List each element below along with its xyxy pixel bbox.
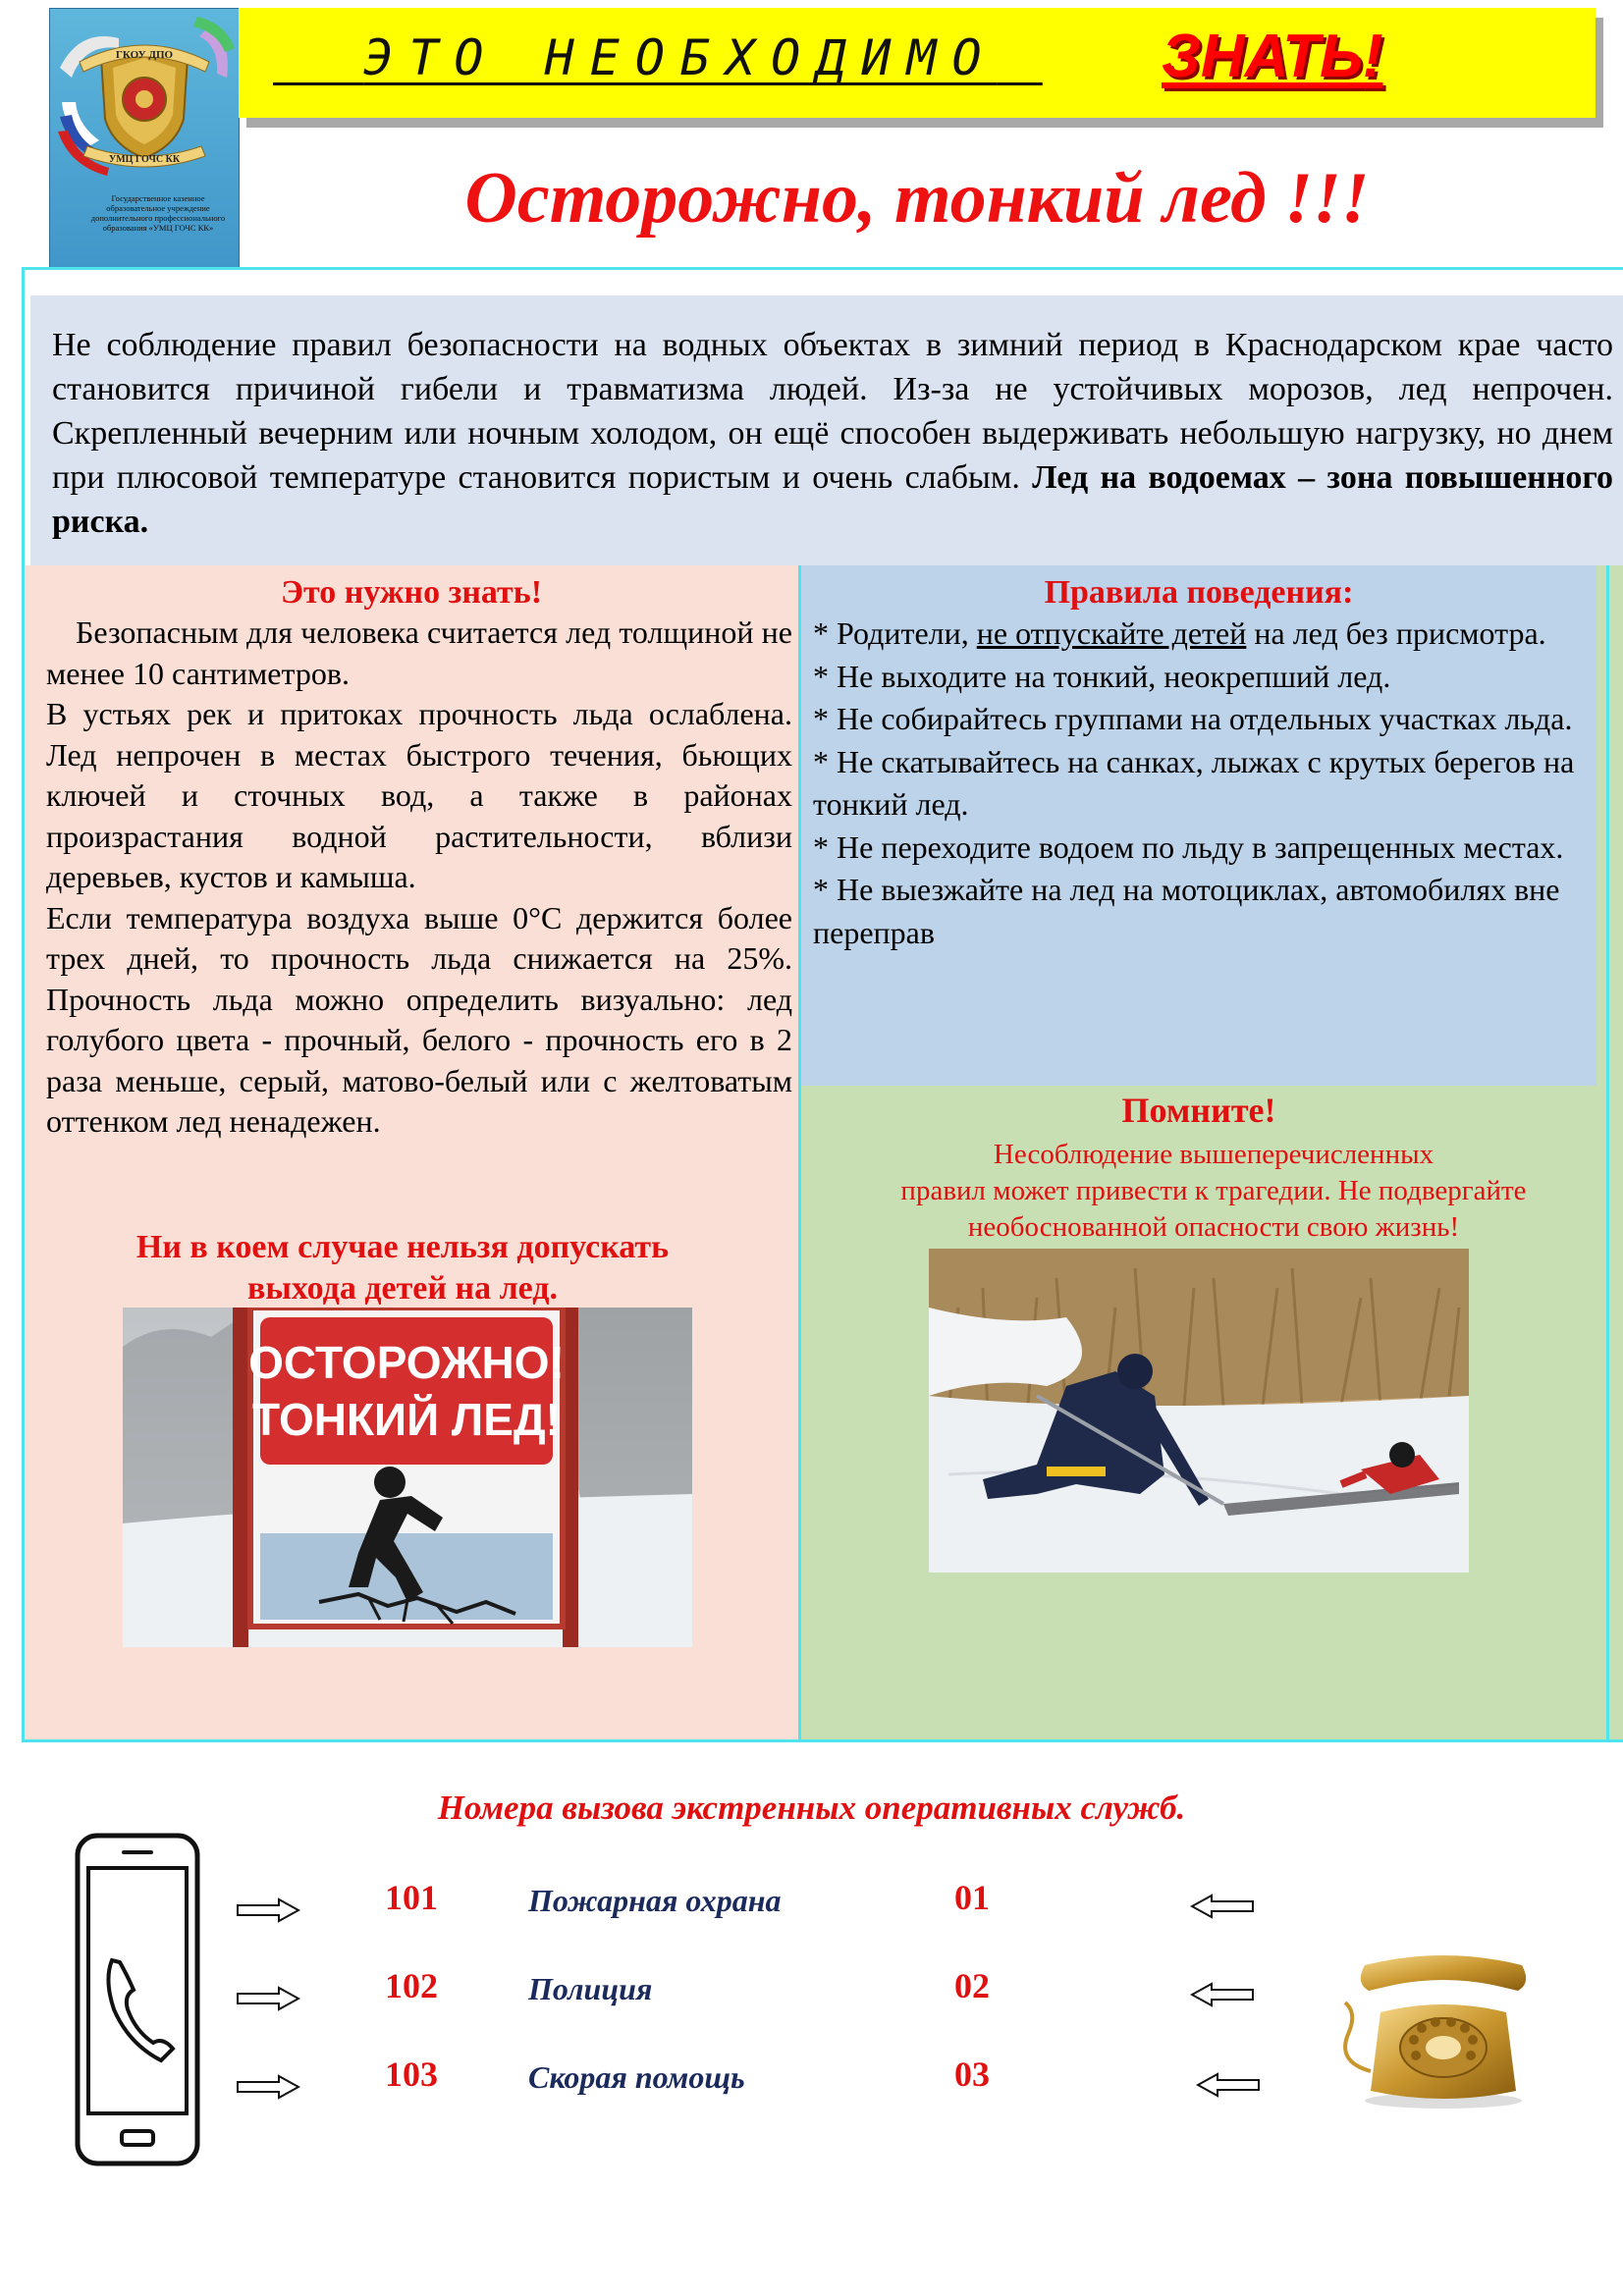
arrow-right-icon	[236, 2074, 300, 2100]
left-text	[46, 613, 792, 1143]
intro-text	[52, 323, 1613, 544]
intro-panel	[30, 295, 1623, 566]
left-paragraph: В устьях рек и притоках прочность льда ослаблена. Лед непрочен в местах быстрого течения, бьющих ключей и сточных вод, а также в районах произрастания водной растительности, вблизи деревьев, кустов и камыша.	[46, 696, 792, 894]
rule-item: * Не выходите на тонкий, неокрепший лед.	[813, 658, 1391, 694]
landline-number: 01	[954, 1878, 990, 1917]
arrow-right-icon	[236, 1986, 300, 2011]
left-warning-line: выхода детей на лед.	[246, 1270, 558, 1307]
arrow-left-icon	[1190, 1894, 1255, 1919]
sign-text-line2: ТОНКИЙ ЛЕД!	[252, 1394, 561, 1445]
landline-number: 02	[954, 1966, 990, 2005]
logo-ribbon-text: УМЦ ГОЧС КК	[108, 154, 181, 165]
rule-underlined-text: не отпускайте детей	[976, 615, 1247, 651]
service-name: Пожарная охрана	[528, 1883, 782, 1918]
rule-item: * Не скатывайтесь на санках, лыжах с крутых берегов на тонкий лед.	[813, 743, 1575, 822]
logo-top-text: ГКОУ ДПО	[115, 49, 174, 61]
left-heading: Это нужно знать!	[280, 574, 543, 611]
content-columns	[22, 565, 1623, 1742]
rule-item: * Не переходите водоем по льду в запрещенных местах.	[813, 828, 1564, 865]
header-banner	[239, 8, 1596, 118]
sign-text-line1: ОСТОРОЖНО!	[248, 1337, 565, 1388]
arrow-left-icon	[1190, 1982, 1255, 2007]
right-edge-strip	[1606, 565, 1623, 1739]
remember-heading: Помните!	[1121, 1091, 1276, 1130]
emblem-icon	[50, 9, 239, 190]
thin-ice-sign-photo	[123, 1308, 692, 1647]
arrow-left-icon	[1196, 2072, 1261, 2098]
service-name: Полиция	[528, 1971, 653, 2006]
banner-text	[273, 29, 1043, 98]
organization-logo	[49, 8, 240, 277]
banner-underline-tail	[998, 29, 1043, 86]
banner-emphasis	[1162, 22, 1383, 91]
service-name: Скорая помощь	[528, 2059, 745, 2095]
intro-body: Не соблюдение правил безопасности на водных объектах в зимний период в Краснодарском крае часто становится причиной гибели и травматизма людей. Из-за не устойчивых морозов, лед непрочен. Скрепленный вечерним или ночным холодом, он ещё способен выдерживать небольшую нагрузку, но днем при плюсовой температуре становится пористым и очень слабым.	[52, 327, 1613, 496]
rules-heading: Правила поведения:	[1044, 574, 1354, 611]
rule-item: * Не собирайтесь группами на отдельных участках льда.	[813, 701, 1573, 736]
mobile-number: 103	[385, 2055, 438, 2094]
rule-text: на лед без присмотра.	[1246, 615, 1546, 651]
banner-main-text: ЭТО НЕОБХОДИМО	[363, 29, 998, 86]
remember-text	[840, 1137, 1587, 1246]
page-title: Осторожно, тонкий лед !!!	[464, 158, 1370, 239]
remember-line: Несоблюдение вышеперечисленных	[993, 1139, 1434, 1170]
banner-emphasis-word: ЗНАТЬ	[1162, 23, 1363, 90]
mobile-number: 102	[385, 1966, 438, 2005]
banner-underline-lead	[273, 29, 363, 86]
left-paragraph: Безопасным для человека считается лед толщиной не менее 10 сантиметров.	[46, 614, 792, 691]
rules-panel	[801, 565, 1596, 1086]
remember-line: необоснованной опасности свою жизнь!	[967, 1211, 1460, 1243]
rule-item: * Не выезжайте на лед на мотоциклах, автомобилях вне переправ	[813, 872, 1560, 950]
ice-rescue-photo	[929, 1249, 1469, 1573]
arrow-right-icon	[236, 1897, 300, 1923]
remember-line: правил может привести к трагедии. Не подвергайте	[900, 1175, 1527, 1206]
rules-list	[813, 613, 1589, 954]
right-column	[801, 565, 1623, 1739]
left-column	[25, 565, 801, 1739]
rotary-phone-icon	[1335, 1953, 1542, 2110]
left-paragraph: Если температура воздуха выше 0°С держится более трех дней, то прочность льда снижается на 25%. Прочность льда можно определить визуально: лед голубого цвета - прочный, белого - прочность его в 2 раза меньше, серый, матово-белый или с желтоватым оттенком лед ненадежен.	[46, 899, 792, 1139]
rule-text: * Родители,	[813, 615, 977, 651]
intro-box	[22, 267, 1623, 571]
logo-org-text: Государственное казенное образовательное учреждение дополнительного профессионального образования «УМЦ ГОЧС КК»	[90, 193, 226, 233]
emergency-title: Номера вызова экстренных оперативных служб.	[437, 1789, 1186, 1827]
left-warning	[25, 1227, 781, 1309]
mobile-number: 101	[385, 1878, 438, 1917]
landline-number: 03	[954, 2055, 990, 2094]
banner-emphasis-end: !	[1362, 23, 1383, 90]
intro-bold: Лед на водоемах – зона повышенного риска.	[52, 459, 1614, 540]
smartphone-icon	[75, 1833, 200, 2166]
left-warning-line: Ни в коем случае нельзя допускать	[135, 1229, 670, 1265]
rule-item	[813, 613, 1589, 656]
